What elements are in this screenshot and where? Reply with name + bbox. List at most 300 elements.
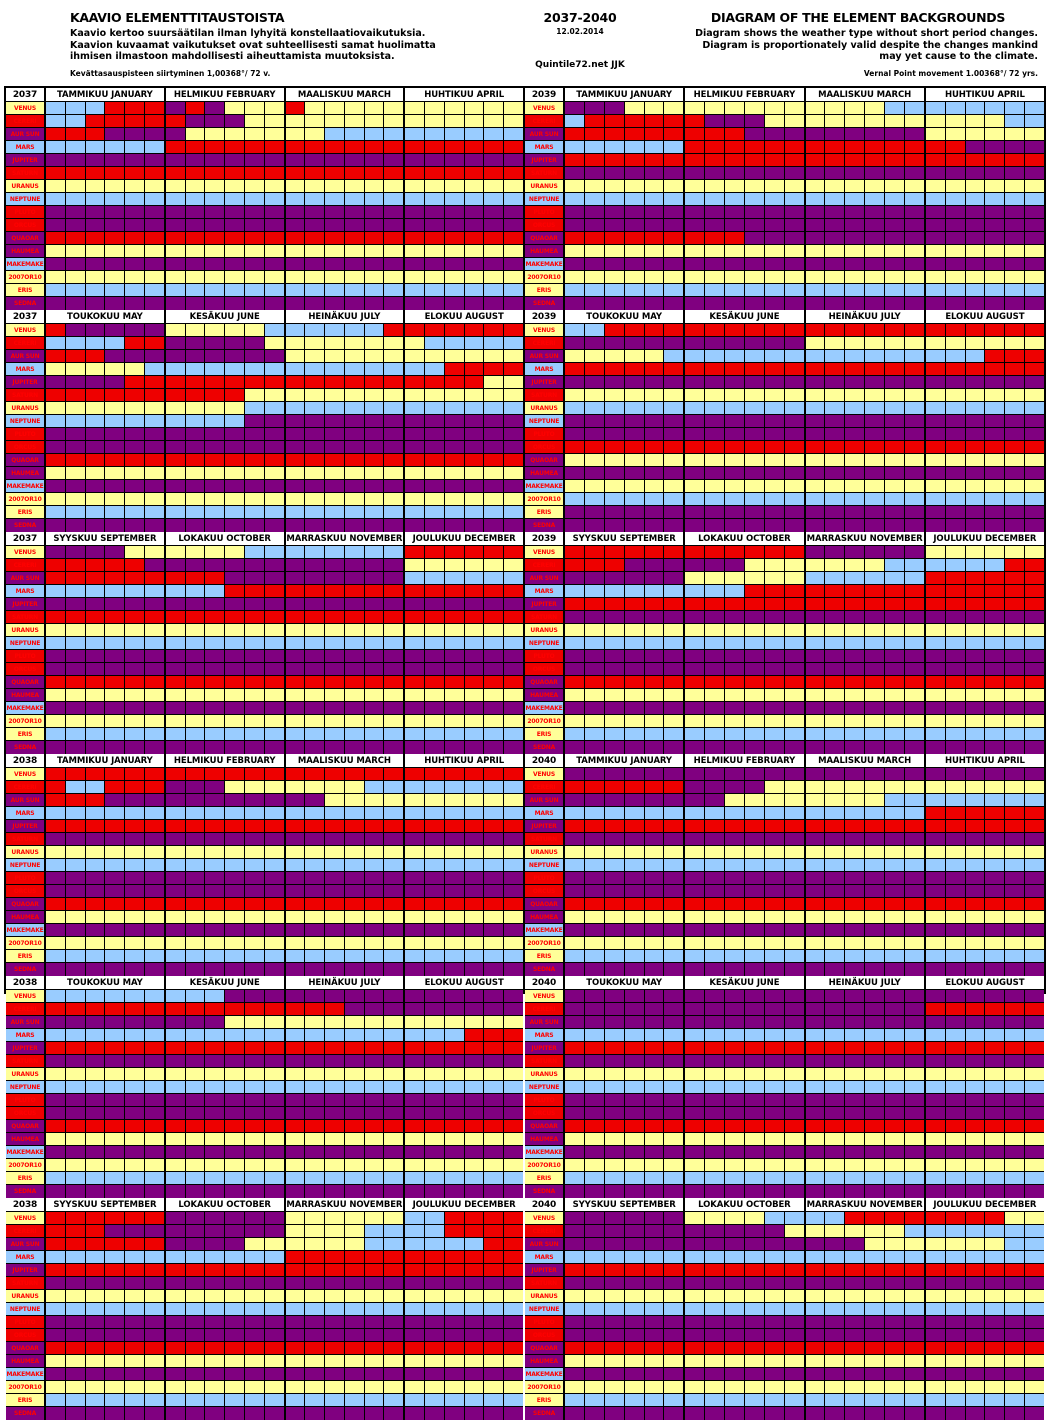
grid-cell <box>345 1238 365 1250</box>
grid-cell <box>865 337 885 349</box>
month-cell-group <box>166 519 286 532</box>
grid-cell <box>445 350 465 362</box>
table-row <box>6 1120 523 1133</box>
grid-cell <box>345 728 365 740</box>
month-cell-group <box>565 572 685 584</box>
grid-cell <box>765 428 785 440</box>
grid-cell <box>885 559 905 571</box>
grid-cell <box>926 950 946 962</box>
grid-cell <box>265 284 284 296</box>
grid-cell <box>365 611 385 623</box>
grid-cell <box>645 676 665 688</box>
grid-cell <box>625 519 645 532</box>
grid-cell <box>245 506 265 518</box>
grid-cell <box>705 911 725 923</box>
grid-cell <box>885 363 905 375</box>
grid-cell <box>86 219 106 231</box>
grid-cell <box>745 598 765 610</box>
grid-cell <box>445 193 465 205</box>
grid-cell <box>205 284 225 296</box>
grid-cell <box>166 1407 186 1420</box>
grid-cell <box>1005 781 1025 793</box>
grid-cell <box>86 363 106 375</box>
month-header: MAALISKUU MARCH <box>806 754 926 767</box>
grid-cell <box>66 193 86 205</box>
grid-cell <box>325 102 345 114</box>
grid-cell <box>425 872 445 884</box>
grid-cell <box>205 781 225 793</box>
month-cell-group <box>685 128 805 140</box>
grid-cell <box>685 650 705 662</box>
grid-cell <box>265 324 284 336</box>
grid-cell <box>325 1055 345 1067</box>
grid-cell <box>325 794 345 806</box>
grid-cell <box>445 1329 465 1341</box>
month-cell-group <box>926 794 1044 806</box>
month-header: SYYSKUU SEPTEMBER <box>565 532 685 545</box>
month-cell-group <box>286 1316 406 1328</box>
month-cell-group <box>166 271 286 283</box>
grid-cell <box>325 128 345 140</box>
grid-cell <box>1025 232 1044 244</box>
grid-cell <box>325 480 345 492</box>
month-cell-group <box>565 585 685 597</box>
grid-cell <box>105 1251 125 1263</box>
grid-cell <box>245 258 265 270</box>
grid-cell <box>245 1068 265 1080</box>
grid-cell <box>166 663 186 675</box>
month-cell-group <box>166 1042 286 1054</box>
grid-cell <box>825 415 845 427</box>
grid-cell <box>145 1068 164 1080</box>
grid-cell <box>625 128 645 140</box>
grid-cell <box>225 924 245 936</box>
body-label: SATURN <box>6 833 46 845</box>
grid-cell <box>605 728 625 740</box>
grid-cell <box>305 950 325 962</box>
grid-cell <box>105 1303 125 1315</box>
body-label: JUPITER <box>6 820 46 832</box>
grid-cell <box>105 1342 125 1354</box>
grid-cell <box>425 990 445 1002</box>
month-cell-group <box>286 115 406 127</box>
grid-cell <box>166 363 186 375</box>
month-cell-group <box>166 546 286 558</box>
grid-cell <box>405 506 425 518</box>
block-header-row <box>525 976 1044 990</box>
grid-cell <box>465 1055 485 1067</box>
grid-cell <box>785 324 804 336</box>
month-cell-group <box>565 415 685 427</box>
grid-cell <box>225 506 245 518</box>
grid-cell <box>105 1290 125 1302</box>
grid-cell <box>66 768 86 780</box>
grid-cell <box>966 937 986 949</box>
grid-cell <box>46 297 66 310</box>
table-row <box>525 585 1044 598</box>
grid-cell <box>865 467 885 479</box>
month-cell-group <box>166 1068 286 1080</box>
grid-cell <box>845 598 865 610</box>
grid-cell <box>445 950 465 962</box>
credit-line[interactable]: Quintile72.net JJK <box>490 60 670 70</box>
grid-cell <box>384 402 403 414</box>
grid-cell <box>384 572 403 584</box>
month-cell-group <box>685 493 805 505</box>
block-header-row <box>525 754 1044 768</box>
grid-cell <box>1005 415 1025 427</box>
grid-cell <box>1005 650 1025 662</box>
grid-cell <box>465 467 485 479</box>
body-label: NEPTUNE <box>525 637 565 649</box>
grid-cell <box>66 872 86 884</box>
grid-cell <box>365 781 385 793</box>
grid-cell <box>86 480 106 492</box>
grid-cell <box>345 102 365 114</box>
grid-cell <box>365 1342 385 1354</box>
grid-cell <box>445 1133 465 1145</box>
month-cell-group <box>405 663 523 675</box>
month-cell-group <box>685 950 805 962</box>
grid-cell <box>46 741 66 754</box>
grid-cell <box>325 519 345 532</box>
month-cell-group <box>166 167 286 179</box>
grid-cell <box>445 859 465 871</box>
grid-cell <box>504 1303 523 1315</box>
grid-cell <box>725 493 745 505</box>
grid-cell <box>565 454 585 466</box>
grid-cell <box>365 990 385 1002</box>
grid-cell <box>225 911 245 923</box>
grid-cell <box>445 128 465 140</box>
grid-cell <box>685 598 705 610</box>
grid-cell <box>145 637 164 649</box>
grid-cell <box>186 741 206 754</box>
grid-cell <box>685 781 705 793</box>
month-cell-group <box>565 807 685 819</box>
grid-cell <box>1025 402 1044 414</box>
grid-cell <box>625 258 645 270</box>
grid-cell <box>966 650 986 662</box>
body-label: HAUMEA <box>6 1355 46 1367</box>
grid-cell <box>384 1042 403 1054</box>
grid-cell <box>286 1355 306 1367</box>
month-cell-group <box>926 1003 1044 1015</box>
grid-cell <box>825 402 845 414</box>
grid-cell <box>245 480 265 492</box>
grid-cell <box>86 598 106 610</box>
grid-cell <box>685 990 705 1002</box>
month-cell-group <box>46 389 166 401</box>
grid-cell <box>265 480 284 492</box>
grid-cell <box>445 1355 465 1367</box>
grid-cell <box>825 206 845 218</box>
grid-cell <box>384 141 403 153</box>
grid-cell <box>86 1355 106 1367</box>
month-cell-group <box>405 115 523 127</box>
grid-cell <box>825 245 845 257</box>
month-cell-group <box>405 506 523 518</box>
grid-cell <box>504 1016 523 1028</box>
month-cell-group <box>565 141 685 153</box>
month-cell-group <box>46 506 166 518</box>
table-row <box>6 1303 523 1316</box>
grid-cell <box>625 193 645 205</box>
grid-cell <box>384 1264 403 1276</box>
month-cell-group <box>166 781 286 793</box>
month-cell-group <box>286 415 406 427</box>
grid-cell <box>86 324 106 336</box>
grid-cell <box>405 702 425 714</box>
grid-cell <box>46 1133 66 1145</box>
grid-cell <box>845 284 865 296</box>
grid-cell <box>425 794 445 806</box>
grid-cell <box>325 1029 345 1041</box>
grid-cell <box>186 872 206 884</box>
grid-cell <box>145 650 164 662</box>
grid-cell <box>585 846 605 858</box>
grid-cell <box>105 206 125 218</box>
grid-cell <box>905 1003 924 1015</box>
grid-cell <box>445 441 465 453</box>
grid-cell <box>245 650 265 662</box>
grid-cell <box>645 650 665 662</box>
grid-cell <box>46 193 66 205</box>
grid-cell <box>625 741 645 754</box>
grid-cell <box>585 741 605 754</box>
table-row <box>525 141 1044 154</box>
grid-cell <box>225 1212 245 1224</box>
month-cell-group <box>166 284 286 296</box>
grid-cell <box>125 807 145 819</box>
month-cell-group <box>685 741 805 754</box>
grid-cell <box>785 898 804 910</box>
grid-cell <box>705 363 725 375</box>
month-cell-group <box>286 715 406 727</box>
grid-cell <box>885 885 905 897</box>
grid-cell <box>86 402 106 414</box>
grid-cell <box>565 376 585 388</box>
grid-cell <box>625 167 645 179</box>
grid-cell <box>765 245 785 257</box>
grid-cell <box>345 324 365 336</box>
grid-cell <box>365 937 385 949</box>
grid-cell <box>685 141 705 153</box>
grid-cell <box>785 154 804 166</box>
body-label: SEDNA <box>6 1185 46 1198</box>
grid-cell <box>845 624 865 636</box>
grid-cell <box>345 598 365 610</box>
grid-cell <box>166 898 186 910</box>
grid-cell <box>325 833 345 845</box>
grid-cell <box>885 702 905 714</box>
grid-cell <box>405 663 425 675</box>
grid-cell <box>765 1016 785 1028</box>
grid-cell <box>565 676 585 688</box>
grid-cell <box>465 1185 485 1198</box>
grid-cell <box>705 1016 725 1028</box>
body-label: HAUMEA <box>525 689 565 701</box>
grid-cell <box>825 480 845 492</box>
table-row <box>525 807 1044 820</box>
grid-cell <box>825 102 845 114</box>
grid-cell <box>265 428 284 440</box>
grid-cell <box>445 676 465 688</box>
grid-cell <box>345 1407 365 1420</box>
grid-cell <box>705 872 725 884</box>
grid-cell <box>625 820 645 832</box>
grid-cell <box>885 284 905 296</box>
month-cell-group <box>286 637 406 649</box>
grid-cell <box>645 506 665 518</box>
grid-cell <box>66 1016 86 1028</box>
grid-cell <box>725 794 745 806</box>
month-cell-group <box>46 1277 166 1289</box>
grid-cell <box>625 833 645 845</box>
body-label: AUR SUN <box>525 1016 565 1028</box>
grid-cell <box>765 937 785 949</box>
grid-cell <box>105 1016 125 1028</box>
grid-cell <box>504 663 523 675</box>
grid-cell <box>504 1068 523 1080</box>
month-cell-group <box>685 506 805 518</box>
grid-cell <box>785 480 804 492</box>
grid-cell <box>685 128 705 140</box>
grid-cell <box>186 206 206 218</box>
grid-cell <box>225 102 245 114</box>
month-cell-group <box>405 1081 523 1093</box>
grid-cell <box>325 193 345 205</box>
grid-cell <box>365 1277 385 1289</box>
month-cell-group <box>166 480 286 492</box>
grid-cell <box>1005 467 1025 479</box>
grid-cell <box>345 363 365 375</box>
grid-cell <box>286 1133 306 1145</box>
grid-cell <box>705 781 725 793</box>
grid-cell <box>166 1081 186 1093</box>
grid-cell <box>325 715 345 727</box>
table-row <box>525 1003 1044 1016</box>
grid-cell <box>725 846 745 858</box>
table-row <box>6 1238 523 1251</box>
grid-cell <box>484 1303 504 1315</box>
grid-cell <box>765 284 785 296</box>
grid-cell <box>725 872 745 884</box>
grid-cell <box>645 141 665 153</box>
body-label: MAKEMAKE <box>525 924 565 936</box>
grid-cell <box>504 637 523 649</box>
grid-cell <box>605 415 625 427</box>
grid-cell <box>105 1120 125 1132</box>
grid-cell <box>745 702 765 714</box>
month-cell-group <box>806 454 926 466</box>
grid-cell <box>885 324 905 336</box>
grid-cell <box>585 585 605 597</box>
grid-cell <box>685 833 705 845</box>
grid-cell <box>585 519 605 532</box>
grid-cell <box>725 637 745 649</box>
body-label: MARS <box>6 141 46 153</box>
grid-cell <box>565 284 585 296</box>
month-cell-group <box>926 624 1044 636</box>
grid-cell <box>845 519 865 532</box>
body-label: SEDNA <box>6 963 46 976</box>
month-cell-group <box>166 676 286 688</box>
grid-cell <box>645 937 665 949</box>
grid-cell <box>286 1107 306 1119</box>
grid-cell <box>865 585 885 597</box>
grid-cell <box>405 245 425 257</box>
grid-cell <box>765 585 785 597</box>
grid-cell <box>46 1094 66 1106</box>
grid-cell <box>1005 480 1025 492</box>
grid-cell <box>225 1133 245 1145</box>
table-row <box>525 663 1044 676</box>
grid-cell <box>425 141 445 153</box>
month-cell-group <box>286 781 406 793</box>
grid-cell <box>905 898 924 910</box>
grid-cell <box>405 480 425 492</box>
grid-cell <box>725 833 745 845</box>
grid-cell <box>105 807 125 819</box>
grid-cell <box>745 180 765 192</box>
month-cell-group <box>166 585 286 597</box>
grid-cell <box>205 1042 225 1054</box>
grid-cell <box>885 506 905 518</box>
month-cell-group <box>166 1133 286 1145</box>
grid-cell <box>845 768 865 780</box>
grid-cell <box>745 141 765 153</box>
month-cell-group <box>926 245 1044 257</box>
body-label: MAKEMAKE <box>6 924 46 936</box>
grid-cell <box>1005 180 1025 192</box>
grid-cell <box>905 728 924 740</box>
year-label: 2039 <box>525 532 565 545</box>
grid-cell <box>1005 350 1025 362</box>
grid-cell <box>425 689 445 701</box>
grid-cell <box>845 650 865 662</box>
grid-cell <box>205 271 225 283</box>
grid-cell <box>484 846 504 858</box>
grid-cell <box>785 676 804 688</box>
grid-cell <box>806 598 826 610</box>
grid-cell <box>445 1407 465 1420</box>
grid-cell <box>425 428 445 440</box>
grid-cell <box>785 546 804 558</box>
grid-cell <box>745 833 765 845</box>
grid-cell <box>926 284 946 296</box>
grid-cell <box>66 963 86 976</box>
block-header-row <box>6 532 523 546</box>
table-row <box>6 297 523 310</box>
grid-cell <box>625 937 645 949</box>
month-cell-group <box>46 1264 166 1276</box>
grid-cell <box>186 1068 206 1080</box>
grid-cell <box>145 1003 164 1015</box>
grid-cell <box>205 441 225 453</box>
grid-cell <box>325 1290 345 1302</box>
grid-cell <box>465 807 485 819</box>
grid-cell <box>966 402 986 414</box>
grid-cell <box>425 1238 445 1250</box>
grid-cell <box>365 624 385 636</box>
month-cell-group <box>685 624 805 636</box>
grid-cell <box>265 1094 284 1106</box>
grid-cell <box>946 924 966 936</box>
month-cell-group <box>565 846 685 858</box>
grid-cell <box>205 1277 225 1289</box>
grid-cell <box>166 1016 186 1028</box>
